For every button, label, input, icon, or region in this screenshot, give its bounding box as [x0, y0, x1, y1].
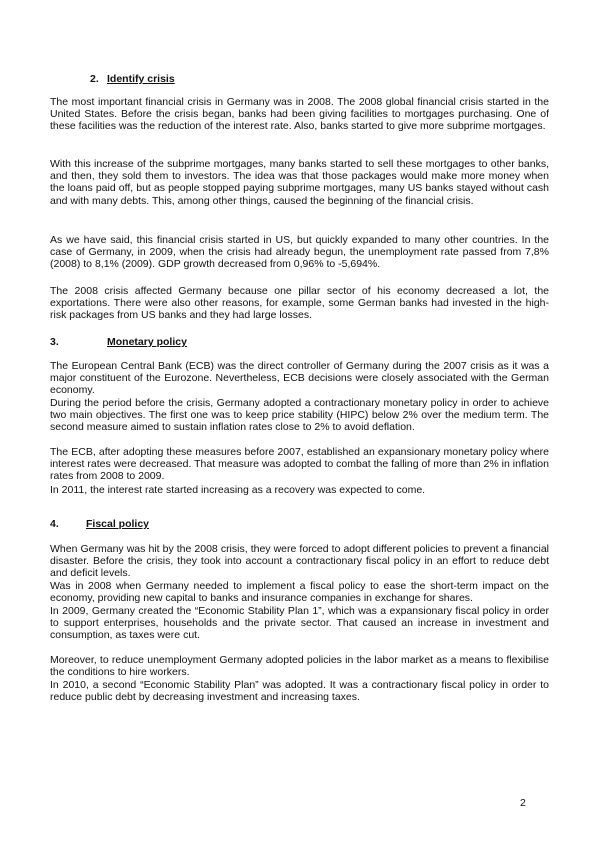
paragraph: Was in 2008 when Germany needed to implement a fiscal policy to ease the short-term impact on the economy, providing new capital to banks and insurance companies in exchange for shares. — [50, 580, 549, 605]
section-number: 4. — [50, 518, 59, 530]
section-title: Monetary policy — [107, 336, 187, 348]
paragraph: Moreover, to reduce unemployment Germany adopted policies in the labor market as a means to flexibilise the conditions to hire workers. — [50, 654, 549, 679]
paragraph: With this increase of the subprime mortgages, many banks started to sell these mortgages to other banks, and then, they sold them to investors. The idea was that those packages would make more money when the loans paid off, but as people stopped paying subprime mortgages, many US banks stayed without cash and with many debts. This, among other things, caused the beginning of the financial crisis. — [50, 158, 549, 207]
paragraph: In 2009, Germany created the “Economic Stability Plan 1”, which was a expansionary fiscal policy in order to support enterprises, households and the private sector. That caused an increase in investment and consumption, as taxes were cut. — [50, 605, 549, 642]
paragraph: In 2010, a second “Economic Stability Plan” was adopted. It was a contractionary fiscal policy in order to reduce public debt by decreasing investment and increasing taxes. — [50, 679, 549, 704]
paragraph: In 2011, the interest rate started increasing as a recovery was expected to come. — [50, 484, 426, 496]
page-number: 2 — [520, 797, 526, 809]
paragraph: The European Central Bank (ECB) was the direct controller of Germany during the 2007 crisis as it was a major constituent of the Eurozone. Nevertheless, ECB decisions were closely associated with the German economy. — [50, 360, 549, 397]
paragraph: The ECB, after adopting these measures before 2007, established an expansionary monetary policy where interest rates were decreased. That measure was adopted to combat the falling of more than 2% in inflation rates from 2008 to 2009. — [50, 446, 549, 483]
paragraph: When Germany was hit by the 2008 crisis, they were forced to adopt different policies to prevent a financial disaster. Before the crisis, they took into account a contractionary fiscal policy in an effort to reduce debt and deficit levels. — [50, 543, 549, 580]
paragraph: The 2008 crisis affected Germany because one pillar sector of his economy decreased a lot, the exportations. There were also other reasons, for example, some German banks had invested in the high-risk packages from US banks and they had large losses. — [50, 285, 549, 322]
section-title: Identify crisis — [107, 73, 175, 85]
section-number: 2. — [90, 73, 99, 85]
paragraph: During the period before the crisis, Germany adopted a contractionary monetary policy in order to achieve two main objectives. The first one was to keep price stability (HIPC) below 2% over the medium term. The second measure aimed to sustain inflation rates close to 2% to avoid deflation. — [50, 397, 549, 434]
paragraph: As we have said, this financial crisis started in US, but quickly expanded to many other countries. In the case of Germany, in 2009, when the crisis had already begun, the unemployment rate passed from 7,8% (2008) to 8,1% (2009). GDP growth decreased from 0,96% to -5,694%. — [50, 234, 549, 271]
section-number: 3. — [50, 336, 59, 348]
paragraph: The most important financial crisis in Germany was in 2008. The 2008 global financial crisis started in the United States. Before the crisis began, banks had been giving facilities to mortgages purchasing. One of these facilities was the reduction of the interest rate. Also, banks started to give more subprime mortgages. — [50, 96, 549, 133]
section-title: Fiscal policy — [86, 518, 150, 530]
